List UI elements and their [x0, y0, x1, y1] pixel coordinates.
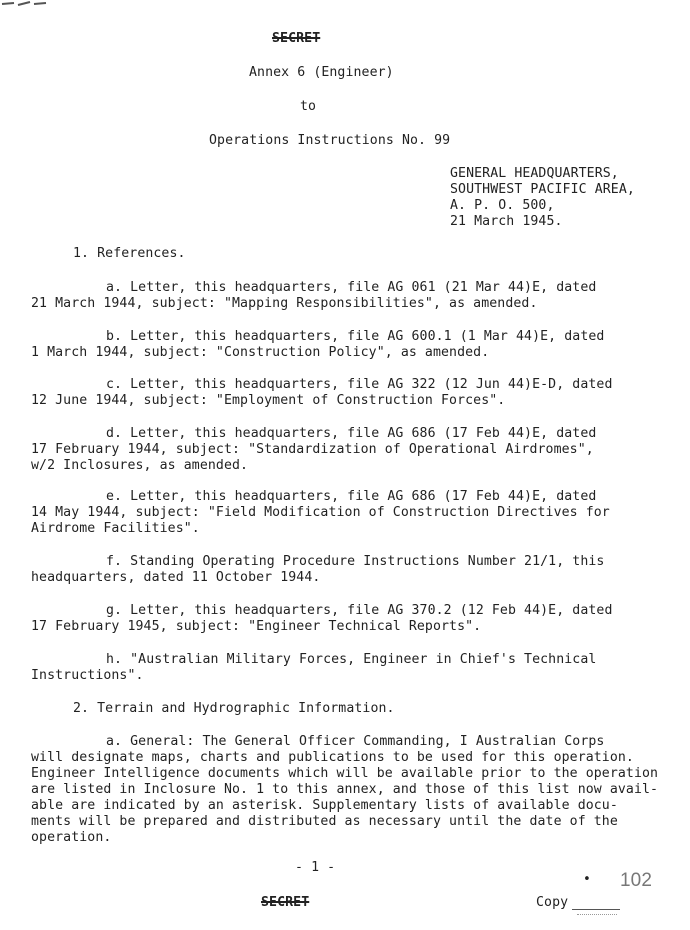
scan-mark [0, 0, 48, 8]
reference-c-line-2: 12 June 1944, subject: "Employment of Construction Forces". [31, 393, 506, 408]
reference-c-line-1: c. Letter, this headquarters, file AG 322 (12 Jun 44)E-D, dated [106, 377, 613, 392]
section-1-heading: 1. References. [73, 246, 186, 261]
reference-e-line-3: Airdrome Facilities". [31, 521, 200, 536]
copy-number-line [572, 909, 620, 910]
stamp-dot: • [583, 872, 591, 887]
terrain-para-line-7: operation. [31, 830, 112, 845]
address-line-3: A. P. O. 500, [450, 198, 555, 213]
reference-a-line-1: a. Letter, this headquarters, file AG 061 (21 Mar 44)E, dated [106, 280, 597, 295]
terrain-para-line-3: Engineer Intelligence documents which will be available prior to the operation [31, 766, 659, 781]
address-line-2: SOUTHWEST PACIFIC AREA, [450, 182, 635, 197]
reference-g-line-1: g. Letter, this headquarters, file AG 370.2 (12 Feb 44)E, dated [106, 603, 613, 618]
reference-d-line-3: w/2 Inclosures, as amended. [31, 458, 249, 473]
reference-d-line-1: d. Letter, this headquarters, file AG 686 (17 Feb 44)E, dated [106, 426, 597, 441]
terrain-para-line-4: are listed in Inclosure No. 1 to this annex, and those of this list now avail- [31, 782, 659, 797]
address-line-1: GENERAL HEADQUARTERS, [450, 166, 619, 181]
classification-bottom: SECRET [261, 895, 310, 910]
classification-top: SECRET [272, 31, 321, 46]
reference-b-line-1: b. Letter, this headquarters, file AG 600.1 (1 Mar 44)E, dated [106, 329, 605, 344]
reference-f-line-1: f. Standing Operating Procedure Instructions Number 21/1, this [106, 554, 605, 569]
annex-title: Annex 6 (Engineer) [249, 65, 394, 80]
reference-g-line-2: 17 February 1945, subject: "Engineer Technical Reports". [31, 619, 482, 634]
terrain-para-line-6: ments will be prepared and distributed as necessary until the date of the [31, 814, 618, 829]
page-number: - 1 - [295, 860, 336, 875]
reference-d-line-2: 17 February 1944, subject: "Standardization of Operational Airdromes", [31, 442, 594, 457]
operations-instructions: Operations Instructions No. 99 [209, 133, 451, 148]
terrain-para-line-5: able are indicated by an asterisk. Supplementary lists of available docu- [31, 798, 618, 813]
reference-h-line-1: h. "Australian Military Forces, Engineer in Chief's Technical [106, 652, 597, 667]
section-2-heading: 2. Terrain and Hydrographic Information. [73, 701, 395, 716]
reference-b-line-2: 1 March 1944, subject: "Construction Policy", as amended. [31, 345, 490, 360]
reference-e-line-2: 14 May 1944, subject: "Field Modification of Construction Directives for [31, 505, 610, 520]
copy-label: Copy [536, 895, 569, 910]
reference-h-line-2: Instructions". [31, 668, 144, 683]
reference-e-line-1: e. Letter, this headquarters, file AG 686 (17 Feb 44)E, dated [106, 489, 597, 504]
reference-a-line-2: 21 March 1944, subject: "Mapping Responsibilities", as amended. [31, 296, 538, 311]
terrain-para-line-2: will designate maps, charts and publications to be used for this operation. [31, 750, 634, 765]
copy-dotted-line [577, 914, 617, 915]
terrain-para-line-1: a. General: The General Officer Commanding, I Australian Corps [106, 734, 605, 749]
address-date: 21 March 1945. [450, 214, 563, 229]
annex-to: to [300, 99, 317, 114]
stamp-number: 102 [620, 870, 653, 891]
reference-f-line-2: headquarters, dated 11 October 1944. [31, 570, 321, 585]
